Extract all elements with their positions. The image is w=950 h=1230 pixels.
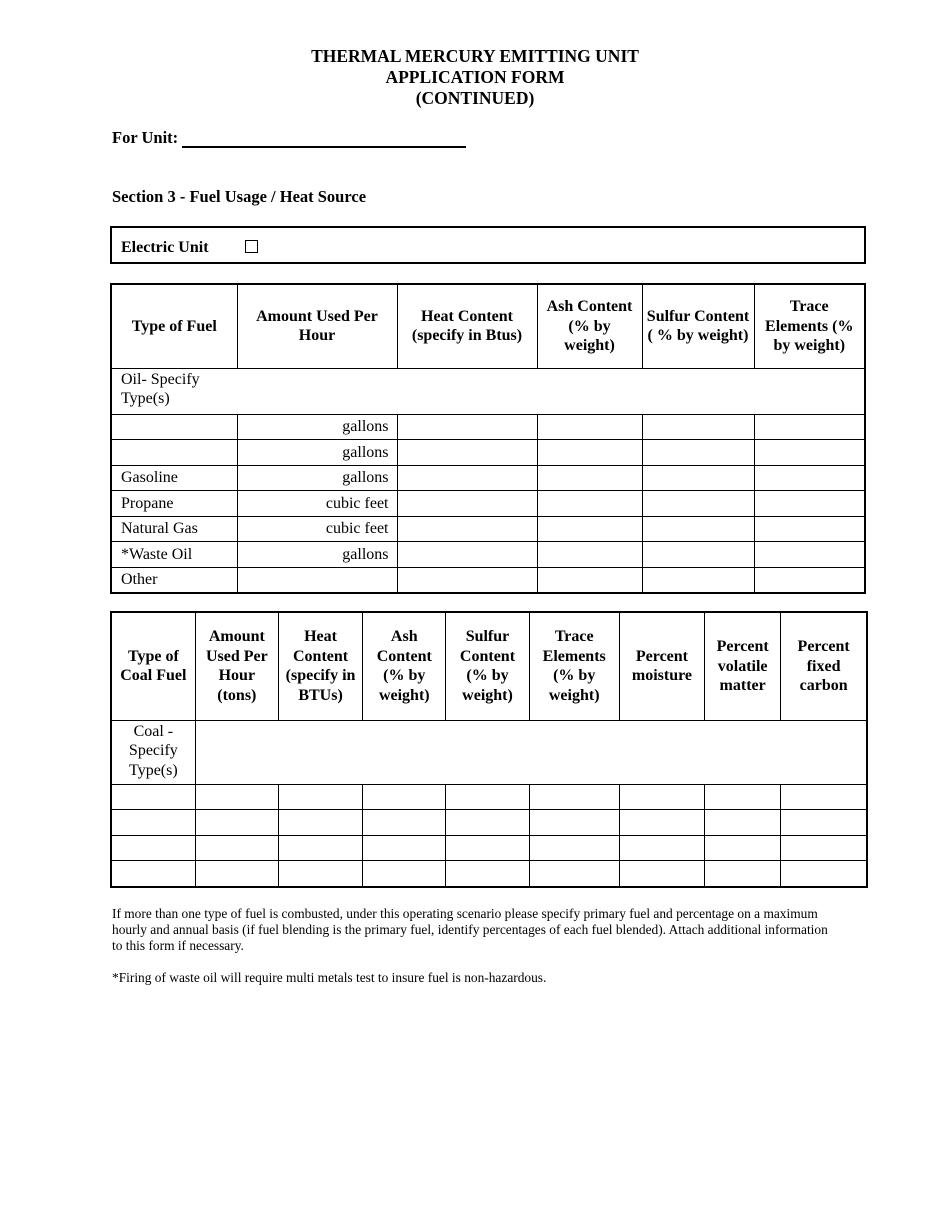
- coal-cell[interactable]: [781, 835, 867, 861]
- ash-cell[interactable]: [537, 516, 642, 542]
- header-amount-used: [195, 612, 278, 720]
- form-title: [0, 46, 950, 109]
- coal-cell[interactable]: [446, 784, 529, 810]
- coal-cell[interactable]: [446, 861, 529, 887]
- table-row: [111, 542, 865, 568]
- coal-cell[interactable]: [446, 810, 529, 836]
- heat-cell[interactable]: [397, 465, 537, 491]
- coal-specify-label: Coal - Specify Type(s): [111, 720, 195, 784]
- coal-cell[interactable]: [195, 861, 278, 887]
- ash-cell[interactable]: [537, 491, 642, 517]
- header-sulfur-content: Sulfur Content (% by weight): [446, 612, 529, 720]
- coal-cell[interactable]: [781, 810, 867, 836]
- for-unit-field: [112, 128, 466, 148]
- table-row: [111, 784, 867, 810]
- fuel-table-header-row: [111, 284, 865, 368]
- waste-oil-note: *Firing of waste oil will require multi metals test to insure fuel is non-hazardous.: [112, 970, 547, 985]
- coal-cell[interactable]: [619, 835, 704, 861]
- header-percent-moisture: Percent moisture: [619, 612, 704, 720]
- table-row: [111, 835, 867, 861]
- coal-cell[interactable]: [363, 810, 446, 836]
- fuel-table: [110, 283, 866, 594]
- coal-cell[interactable]: [278, 784, 362, 810]
- table-row: [111, 567, 865, 593]
- sulfur-cell[interactable]: [642, 465, 754, 491]
- table-row: [111, 861, 867, 887]
- heat-cell[interactable]: [397, 414, 537, 440]
- amount-cell[interactable]: cubic feet: [237, 516, 397, 542]
- coal-cell[interactable]: [278, 810, 362, 836]
- fuel-type-cell[interactable]: [111, 414, 237, 440]
- coal-cell[interactable]: [111, 861, 195, 887]
- coal-table: [110, 611, 868, 888]
- coal-cell[interactable]: [529, 784, 619, 810]
- table-row: [111, 465, 865, 491]
- coal-cell[interactable]: [619, 784, 704, 810]
- trace-cell[interactable]: [754, 516, 865, 542]
- trace-cell[interactable]: [754, 440, 865, 466]
- oil-specify-label: Oil- Specify Type(s): [121, 370, 200, 407]
- electric-unit-label: Electric Unit: [121, 239, 209, 256]
- trace-cell[interactable]: [754, 491, 865, 517]
- fuel-type-cell: Propane: [111, 491, 237, 517]
- coal-cell[interactable]: [363, 784, 446, 810]
- coal-cell[interactable]: [195, 810, 278, 836]
- trace-cell[interactable]: [754, 567, 865, 593]
- ash-cell[interactable]: [537, 542, 642, 568]
- electric-unit-checkbox[interactable]: [245, 240, 258, 253]
- coal-cell[interactable]: [278, 861, 362, 887]
- amount-cell[interactable]: gallons: [237, 465, 397, 491]
- coal-cell[interactable]: [781, 861, 867, 887]
- ash-cell[interactable]: [537, 414, 642, 440]
- sulfur-cell[interactable]: [642, 567, 754, 593]
- header-amount-used-label: Amount Used Per Hour: [205, 628, 268, 685]
- fuel-type-cell: Natural Gas: [111, 516, 237, 542]
- fuel-type-cell: Gasoline: [111, 465, 237, 491]
- sulfur-cell[interactable]: [642, 516, 754, 542]
- for-unit-label: For Unit:: [112, 128, 179, 147]
- coal-cell[interactable]: [363, 861, 446, 887]
- table-row: [111, 516, 865, 542]
- header-percent-fixed-carbon: Percent fixed carbon: [781, 612, 867, 720]
- sulfur-cell[interactable]: [642, 542, 754, 568]
- coal-table-header-row: [111, 612, 867, 720]
- header-ash-content: Ash Content (% by weight): [363, 612, 446, 720]
- header-type-of-coal-fuel: Type of Coal Fuel: [111, 612, 195, 720]
- coal-specify-row: [111, 720, 867, 784]
- amount-cell[interactable]: gallons: [237, 542, 397, 568]
- table-row: [111, 810, 867, 836]
- heat-cell[interactable]: [397, 491, 537, 517]
- heat-cell[interactable]: [397, 516, 537, 542]
- ash-cell[interactable]: [537, 440, 642, 466]
- table-row: [111, 440, 865, 466]
- amount-cell[interactable]: cubic feet: [237, 491, 397, 517]
- fuel-type-cell: Other: [111, 567, 237, 593]
- table-row: [111, 491, 865, 517]
- oil-specify-cell[interactable]: [111, 368, 865, 414]
- trace-cell[interactable]: [754, 465, 865, 491]
- oil-specify-row: [111, 368, 865, 414]
- coal-cell[interactable]: [529, 810, 619, 836]
- sulfur-cell[interactable]: [642, 414, 754, 440]
- heat-cell[interactable]: [397, 542, 537, 568]
- coal-cell[interactable]: [705, 835, 781, 861]
- coal-cell[interactable]: [705, 810, 781, 836]
- ash-cell[interactable]: [537, 465, 642, 491]
- coal-cell[interactable]: [619, 861, 704, 887]
- header-percent-volatile-matter: Percent volatile matter: [705, 612, 781, 720]
- section-title: Section 3 - Fuel Usage / Heat Source: [112, 187, 367, 206]
- coal-cell[interactable]: [111, 835, 195, 861]
- amount-cell[interactable]: gallons: [237, 414, 397, 440]
- fuel-type-cell: *Waste Oil: [111, 542, 237, 568]
- coal-cell[interactable]: [529, 835, 619, 861]
- coal-cell[interactable]: [446, 835, 529, 861]
- header-ash-content: Ash Content (% by weight): [537, 284, 642, 368]
- coal-cell[interactable]: [363, 835, 446, 861]
- title-line-3: (CONTINUED): [415, 88, 535, 108]
- header-sulfur-content: Sulfur Content ( % by weight): [642, 284, 754, 368]
- header-trace-elements: Trace Elements (% by weight): [529, 612, 619, 720]
- coal-cell[interactable]: [619, 810, 704, 836]
- amount-cell[interactable]: [237, 567, 397, 593]
- coal-cell[interactable]: [705, 784, 781, 810]
- title-line-1: THERMAL MERCURY EMITTING UNIT: [311, 46, 639, 66]
- header-type-of-fuel: Type of Fuel: [111, 284, 237, 368]
- coal-cell[interactable]: [111, 810, 195, 836]
- trace-cell[interactable]: [754, 414, 865, 440]
- title-line-2: APPLICATION FORM: [385, 67, 565, 87]
- fuel-blending-note: If more than one type of fuel is combusted, under this operating scenario please specify primary fuel and percentage on a maximum hourly and annual basis (if fuel blending is the primary fuel, identify percentages of each fuel blended). Attach additional information to this form if necessary.: [112, 906, 828, 953]
- coal-cell[interactable]: [529, 861, 619, 887]
- trace-cell[interactable]: [754, 542, 865, 568]
- header-trace-elements: Trace Elements (% by weight): [754, 284, 865, 368]
- table-row: [111, 414, 865, 440]
- header-heat-content: Heat Content (specify in BTUs): [278, 612, 362, 720]
- coal-cell[interactable]: [705, 861, 781, 887]
- header-amount-used: Amount Used Per Hour: [237, 284, 397, 368]
- sulfur-cell[interactable]: [642, 440, 754, 466]
- heat-cell[interactable]: [397, 567, 537, 593]
- coal-cell[interactable]: [781, 784, 867, 810]
- coal-cell[interactable]: [278, 835, 362, 861]
- electric-unit-box: [110, 226, 866, 264]
- fuel-type-cell[interactable]: [111, 440, 237, 466]
- header-amount-unit: (tons): [217, 686, 257, 704]
- ash-cell[interactable]: [537, 567, 642, 593]
- for-unit-input-line[interactable]: [182, 130, 466, 148]
- sulfur-cell[interactable]: [642, 491, 754, 517]
- heat-cell[interactable]: [397, 440, 537, 466]
- coal-specify-input[interactable]: [195, 720, 867, 784]
- coal-cell[interactable]: [195, 835, 278, 861]
- amount-cell[interactable]: gallons: [237, 440, 397, 466]
- coal-cell[interactable]: [111, 784, 195, 810]
- header-heat-content: Heat Content (specify in Btus): [397, 284, 537, 368]
- coal-cell[interactable]: [195, 784, 278, 810]
